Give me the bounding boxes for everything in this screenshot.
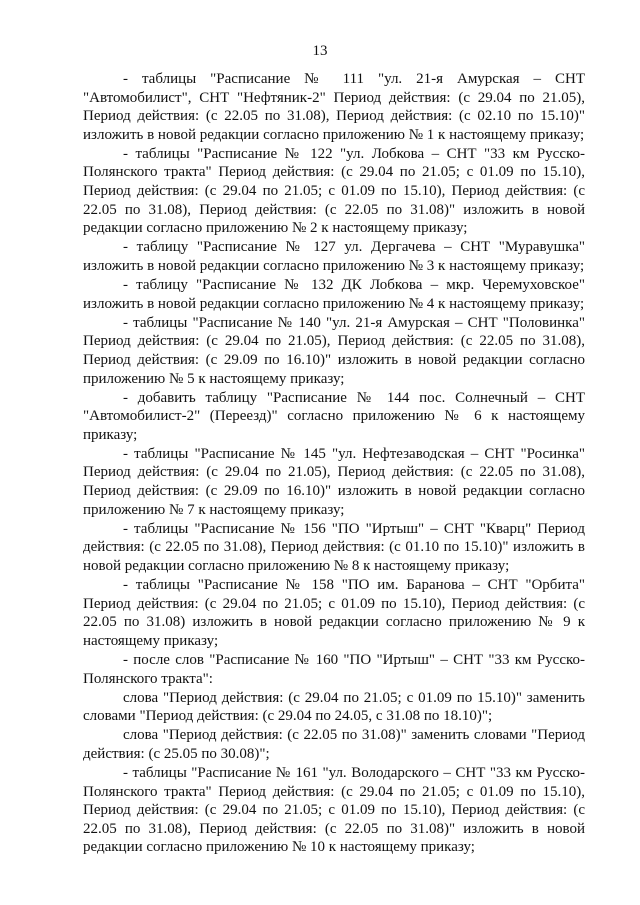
paragraph: - таблицу "Расписание № 127 ул. Дергачева – СНТ "Муравушка" изложить в новой редакции согласно приложению № 3 к настоящему приказу; [83, 239, 585, 274]
paragraph: - таблицы "Расписание № 156 "ПО "Иртыш" – СНТ "Кварц" Период действия: (с 22.05 по 31.08), Период действия: (с 01.10 по 15.10)" изложить в новой редакции согласно приложению № 8 к настоящему приказу; [83, 520, 585, 574]
paragraph: - таблицу "Расписание № 132 ДК Лобкова – мкр. Черемуховское" изложить в новой редакции согласно приложению № 4 к настоящему приказу; [83, 277, 585, 312]
paragraph: - таблицы "Расписание № 140 "ул. 21-я Амурская – СНТ "Половинка" Период действия: (с 29.04 по 21.05), Период действия: (с 22.05 по 31.08), Период действия: (с 29.09 по 16.10)" изложить в новой редакции согласно приложению № 5 к настоящему приказу; [83, 314, 585, 387]
paragraph: слова "Период действия: (с 22.05 по 31.08)" заменить словами "Период действия: (с 25.05 по 30.08)"; [83, 727, 585, 762]
paragraph: - после слов "Расписание № 160 "ПО "Иртыш" – СНТ "33 км Русско-Полянского тракта": [83, 651, 585, 687]
paragraph: - таблицы "Расписание № 161 "ул. Володарского – СНТ "33 км Русско-Полянского тракта" Период действия: (с 29.04 по 21.05; с 01.09 по 15.10), Период действия: (с 29.04 по 21.05; с 01.09 по 15.10), Период действия: (с 22.05 по 31.08), Период действия: (с 22.05 по 31.08)" изложить в новой редакции согласно приложению № 10 к настоящему приказу; [83, 764, 585, 856]
paragraph: - таблицы "Расписание № 122 "ул. Лобкова – СНТ "33 км Русско-Полянского тракта" Период действия: (с 29.04 по 21.05; с 01.09 по 15.10), Период действия: (с 29.04 по 21.05; с 01.09 по 15.10), Период действия: (с 22.05 по 31.08), Период действия: (с 22.05 по 31.08)" изложить в новой редакции согласно приложению № 2 к настоящему приказу; [83, 145, 585, 237]
paragraph: - таблицы "Расписание № 158 "ПО им. Баранова – СНТ "Орбита" Период действия: (с 29.04 по 21.05; с 01.09 по 15.10), Период действия: (с 22.05 по 31.08) изложить в новой редакции согласно приложению № 9 к настоящему приказу; [83, 577, 585, 649]
document-body [83, 70, 585, 857]
paragraph: - таблицы "Расписание № 145 "ул. Нефтезаводская – СНТ "Росинка" Период действия: (с 29.04 по 21.05), Период действия: (с 22.05 по 31.08), Период действия: (с 29.09 по 16.10)" изложить в новой редакции согласно приложению № 7 к настоящему приказу; [83, 445, 585, 518]
paragraph: - таблицы "Расписание № 111 "ул. 21-я Амурская – СНТ "Автомобилист", СНТ "Нефтяник-2" Период действия: (с 29.04 по 21.05), Период действия: (с 22.05 по 31.08), Период действия: (с 02.10 по 15.10)" изложить в новой редакции согласно приложению № 1 к настоящему приказу; [83, 71, 585, 143]
paragraph: слова "Период действия: (с 29.04 по 21.05; с 01.09 по 15.10)" заменить словами "Период действия: (с 29.04 по 24.05, с 31.08 по 18.10)"; [83, 689, 585, 725]
page-number: 13 [312, 43, 328, 59]
paragraph: - добавить таблицу "Расписание № 144 пос. Солнечный – СНТ "Автомобилист-2" (Переезд)" согласно приложению № 6 к настоящему приказу; [83, 389, 585, 443]
